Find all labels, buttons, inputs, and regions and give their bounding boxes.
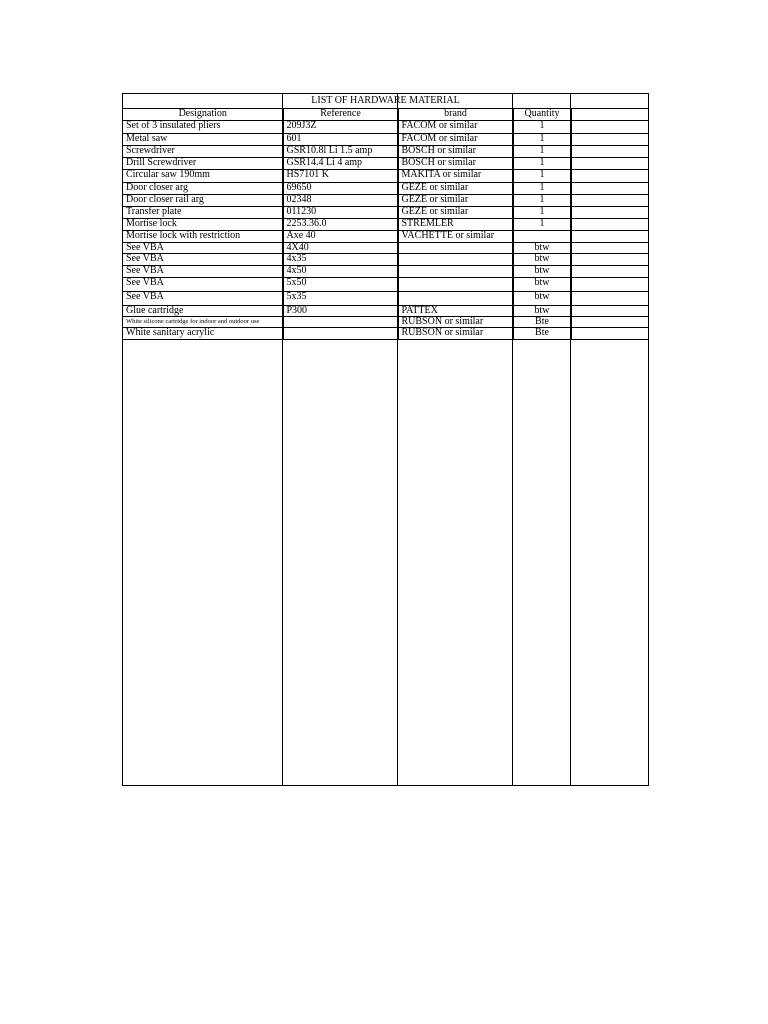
cell-designation: Metal saw	[123, 134, 283, 146]
cell-quantity: btw	[513, 266, 571, 278]
cell-reference: 209J3Z	[283, 121, 398, 134]
table-row	[123, 121, 648, 134]
cell-quantity: btw	[513, 243, 571, 254]
table-row	[123, 146, 648, 158]
cell-reference: 4X40	[283, 243, 398, 254]
cell-quantity: 1	[513, 195, 571, 207]
cell-extra	[571, 183, 648, 195]
cell-reference: GSR14.4 Li 4 amp	[283, 158, 398, 170]
cell-extra	[571, 254, 648, 266]
cell-extra	[571, 134, 648, 146]
hardware-material-sheet	[122, 93, 649, 786]
cell-reference	[283, 328, 398, 340]
table-row	[123, 317, 648, 328]
cell-brand: FACOM or similar	[398, 134, 513, 146]
table-header-row	[123, 109, 648, 121]
cell-extra	[571, 317, 648, 328]
table-row	[123, 292, 648, 306]
cell-reference: P300	[283, 306, 398, 317]
cell-brand: RUBSON or similar	[398, 317, 513, 328]
header-extra	[571, 109, 648, 121]
cell-extra	[571, 219, 648, 231]
cell-quantity: 1	[513, 134, 571, 146]
cell-quantity: 1	[513, 207, 571, 219]
cell-extra	[571, 278, 648, 292]
table-row	[123, 158, 648, 170]
header-brand: brand	[398, 109, 513, 121]
cell-extra	[571, 243, 648, 254]
cell-designation: See VBA	[123, 266, 283, 278]
cell-brand: STREMLER	[398, 219, 513, 231]
table-row	[123, 243, 648, 254]
document-title: LIST OF HARDWARE MATERIAL	[123, 94, 648, 109]
cell-designation: Set of 3 insulated pliers	[123, 121, 283, 134]
cell-designation: See VBA	[123, 292, 283, 306]
header-reference: Reference	[283, 109, 398, 121]
cell-designation: White silicone cartridge for indoor and outdoor use	[123, 317, 283, 328]
cell-designation: See VBA	[123, 243, 283, 254]
cell-designation: Drill Screwdriver	[123, 158, 283, 170]
cell-reference: 4x35	[283, 254, 398, 266]
cell-extra	[571, 207, 648, 219]
cell-reference: 601	[283, 134, 398, 146]
cell-brand: GEZE or similar	[398, 207, 513, 219]
cell-quantity: btw	[513, 254, 571, 266]
header-designation: Designation	[123, 109, 283, 121]
cell-quantity: btw	[513, 278, 571, 292]
cell-quantity: btw	[513, 292, 571, 306]
cell-brand	[398, 278, 513, 292]
cell-reference: 5x50	[283, 278, 398, 292]
hardware-table	[123, 109, 648, 340]
cell-reference: 02348	[283, 195, 398, 207]
cell-brand: VACHETTE or similar	[398, 231, 513, 243]
header-quantity: Quantity	[513, 109, 571, 121]
cell-designation: See VBA	[123, 278, 283, 292]
table-row	[123, 219, 648, 231]
cell-designation: Door closer arg	[123, 183, 283, 195]
cell-brand: RUBSON or similar	[398, 328, 513, 340]
table-row	[123, 231, 648, 243]
cell-designation: Screwdriver	[123, 146, 283, 158]
cell-designation: Mortise lock with restriction	[123, 231, 283, 243]
table-row	[123, 278, 648, 292]
cell-designation: Glue cartridge	[123, 306, 283, 317]
cell-reference: 4x50	[283, 266, 398, 278]
cell-reference: 011230	[283, 207, 398, 219]
cell-extra	[571, 266, 648, 278]
cell-extra	[571, 306, 648, 317]
cell-brand	[398, 266, 513, 278]
cell-extra	[571, 292, 648, 306]
table-row	[123, 183, 648, 195]
table-row	[123, 306, 648, 317]
cell-quantity: 1	[513, 183, 571, 195]
cell-quantity	[513, 231, 571, 243]
table-row	[123, 207, 648, 219]
cell-extra	[571, 328, 648, 340]
cell-brand: PATTEX	[398, 306, 513, 317]
cell-designation: Circular saw 190mm	[123, 170, 283, 183]
cell-reference: 69650	[283, 183, 398, 195]
cell-quantity: btw	[513, 306, 571, 317]
cell-reference: HS7101 K	[283, 170, 398, 183]
cell-brand	[398, 243, 513, 254]
cell-quantity: Bte	[513, 328, 571, 340]
table-row	[123, 195, 648, 207]
cell-designation: White sanitary acrylic	[123, 328, 283, 340]
cell-brand: FACOM or similar	[398, 121, 513, 134]
cell-designation: Transfer plate	[123, 207, 283, 219]
table-row	[123, 266, 648, 278]
cell-extra	[571, 158, 648, 170]
cell-extra	[571, 231, 648, 243]
cell-brand: BOSCH or similar	[398, 158, 513, 170]
cell-quantity: 1	[513, 158, 571, 170]
cell-extra	[571, 195, 648, 207]
cell-extra	[571, 170, 648, 183]
table-row	[123, 170, 648, 183]
cell-quantity: 1	[513, 146, 571, 158]
cell-brand	[398, 254, 513, 266]
cell-reference: GSR10.8l Li 1.5 amp	[283, 146, 398, 158]
cell-quantity: 1	[513, 121, 571, 134]
table-row	[123, 134, 648, 146]
cell-quantity: 1	[513, 170, 571, 183]
cell-brand	[398, 292, 513, 306]
cell-brand: GEZE or similar	[398, 183, 513, 195]
cell-designation: See VBA	[123, 254, 283, 266]
table-row	[123, 328, 648, 340]
table-row	[123, 254, 648, 266]
cell-reference: Axe 40	[283, 231, 398, 243]
cell-brand: BOSCH or similar	[398, 146, 513, 158]
cell-extra	[571, 146, 648, 158]
cell-quantity: Bte	[513, 317, 571, 328]
cell-brand: GEZE or similar	[398, 195, 513, 207]
cell-designation: Door closer rail arg	[123, 195, 283, 207]
cell-reference	[283, 317, 398, 328]
cell-brand: MAKITA or similar	[398, 170, 513, 183]
cell-reference: 2253.36.0	[283, 219, 398, 231]
cell-extra	[571, 121, 648, 134]
cell-quantity: 1	[513, 219, 571, 231]
cell-reference: 5x35	[283, 292, 398, 306]
cell-designation: Mortise lock	[123, 219, 283, 231]
